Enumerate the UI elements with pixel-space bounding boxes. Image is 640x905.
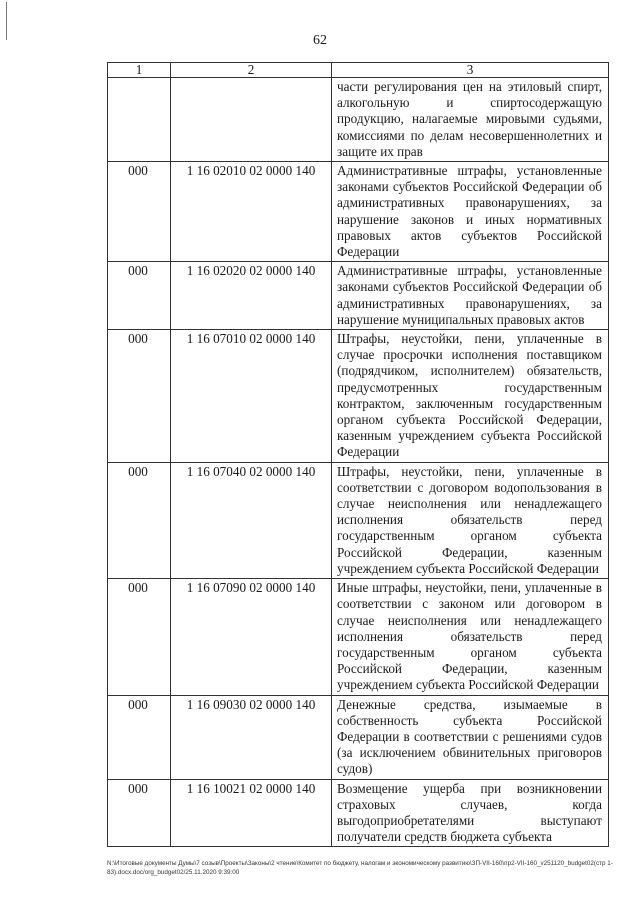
description-cell: Административные штрафы, установленные законами субъектов Российской Федерации об административных правонарушениях, за нарушение законов и иных нормативных правовых актов субъектов Российской Федерации xyxy=(332,162,609,262)
page-number: 62 xyxy=(313,33,327,48)
admin-code-cell: 000 xyxy=(108,579,171,695)
revenue-code-cell: 1 16 10021 02 0000 140 xyxy=(171,779,332,847)
table-header-row xyxy=(108,63,609,78)
admin-code-cell: 000 xyxy=(108,462,171,578)
table-row xyxy=(108,262,609,330)
header-col-2: 2 xyxy=(171,63,332,78)
description-cell: Административные штрафы, установленные законами субъектов Российской Федерации об административных правонарушениях, за нарушение муниципальных правовых актов xyxy=(332,262,609,330)
table-row xyxy=(108,330,609,463)
description-cell: Штрафы, неустойки, пени, уплаченные в соответствии с договором водопользования в случае неисполнения или ненадлежащего исполнения обязательств перед государственным органом субъекта Российской Федерации, казенным учреждением субъекта Российской Федерации xyxy=(332,462,609,578)
description-cell: части регулирования цен на этиловый спирт, алкогольную и спиртосодержащую продукцию, налагаемые мировыми судьями, комиссиями по делам несовершеннолетних и защите их прав xyxy=(332,78,609,162)
admin-code-cell: 000 xyxy=(108,262,171,330)
revenue-code-cell: 1 16 09030 02 0000 140 xyxy=(171,695,332,779)
revenue-code-cell: 1 16 07090 02 0000 140 xyxy=(171,579,332,695)
header-col-1: 1 xyxy=(108,63,171,78)
table-row xyxy=(108,695,609,779)
budget-codes-table xyxy=(107,62,609,847)
table-row xyxy=(108,779,609,847)
admin-code-cell: 000 xyxy=(108,779,171,847)
revenue-code-cell: 1 16 07040 02 0000 140 xyxy=(171,462,332,578)
description-cell: Денежные средства, изымаемые в собственность субъекта Российской Федерации в соответствии с решениями судов (за исключением обвинительных приговоров судов) xyxy=(332,695,609,779)
table-row xyxy=(108,579,609,695)
admin-code-cell xyxy=(108,78,171,162)
description-cell: Иные штрафы, неустойки, пени, уплаченные в соответствии с законом или договором в случае неисполнения или ненадлежащего исполнения обязательств перед государственным органом субъекта Российской Федерации, казенным учреждением субъекта Российской Федерации xyxy=(332,579,609,695)
revenue-code-cell xyxy=(171,78,332,162)
revenue-code-cell: 1 16 07010 02 0000 140 xyxy=(171,330,332,463)
header-col-3: 3 xyxy=(332,63,609,78)
description-cell: Штрафы, неустойки, пени, уплаченные в случае просрочки исполнения поставщиком (подрядчиком, исполнителем) обязательств, предусмотренных государственным контрактом, заключенным государственным органом субъекта Российской Федерации, казенным учреждением субъекта Российской Федерации xyxy=(332,330,609,463)
description-cell: Возмещение ущерба при возникновении страховых случаев, когда выгодоприобретателями выступают получатели средств бюджета субъекта xyxy=(332,779,609,847)
admin-code-cell: 000 xyxy=(108,162,171,262)
admin-code-cell: 000 xyxy=(108,330,171,463)
table-row xyxy=(108,162,609,262)
admin-code-cell: 000 xyxy=(108,695,171,779)
table-row xyxy=(108,462,609,578)
revenue-code-cell: 1 16 02020 02 0000 140 xyxy=(171,262,332,330)
table-row xyxy=(108,78,609,162)
document-path-footer: N:\Итоговые документы Думы\7 созыв\Проекты\Законы\2 чтение\Комитет по бюджету, налогам и экономическому развитию\ЗП-VII-160\пр2-VII-160_v251120_budget02(стр 1-83).docx.doc/org_budget02/25.11.2020 9:39:00 xyxy=(107,860,613,876)
revenue-code-cell: 1 16 02010 02 0000 140 xyxy=(171,162,332,262)
